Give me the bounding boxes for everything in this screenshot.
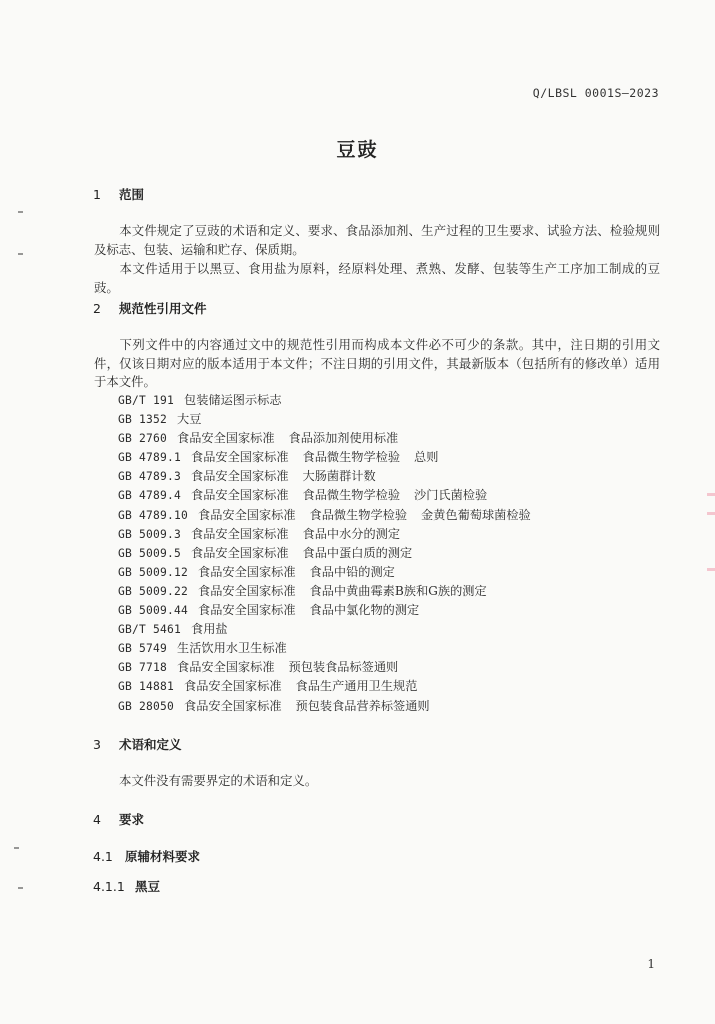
section-2-heading <box>93 299 207 317</box>
reference-code: GB 5009.5 <box>118 546 182 560</box>
section-4-heading <box>93 810 144 828</box>
reference-title-part: 食品安全国家标准 <box>191 526 289 541</box>
reference-title-part: 食品安全国家标准 <box>191 545 289 560</box>
reference-title-part: 预包装食品标签通则 <box>288 660 399 675</box>
scan-mark <box>18 211 23 213</box>
scope-paragraph-1 <box>94 222 660 259</box>
section-number: 4 <box>93 812 101 827</box>
reference-title-part: 食品生产通用卫生规范 <box>295 679 418 694</box>
scope-paragraph-2 <box>94 260 660 297</box>
reference-title-part: 食品中氯化物的测定 <box>309 603 420 618</box>
reference-code: GB 14881 <box>118 680 175 694</box>
reference-title-part: 食品微生物学检验 <box>302 450 401 465</box>
reference-item <box>118 391 531 410</box>
reference-title-part: 食品安全国家标准 <box>198 507 296 522</box>
reference-item <box>118 639 531 658</box>
reference-title-part: 食品安全国家标准 <box>177 431 275 446</box>
section-number: 2 <box>93 301 101 316</box>
reference-title-part: 食用盐 <box>191 622 228 637</box>
section-number: 3 <box>93 737 101 752</box>
section-number: 4.1.1 <box>93 879 125 894</box>
reference-title-part: 食品中黄曲霉素B族和G族的测定 <box>309 583 487 598</box>
reference-code: GB 1352 <box>118 413 168 427</box>
references-intro-paragraph <box>94 336 660 392</box>
reference-title-part: 食品安全国家标准 <box>184 698 282 713</box>
section-3-heading <box>93 735 182 753</box>
scan-mark <box>14 847 19 849</box>
section-number: 1 <box>93 187 101 202</box>
reference-code: GB 5009.22 <box>118 584 189 598</box>
reference-title-part: 生活饮用水卫生标准 <box>177 641 287 656</box>
page-number: 1 <box>647 957 655 971</box>
section-1-heading <box>93 185 144 203</box>
reference-title-part: 包装储运图示标志 <box>184 393 282 407</box>
scan-edge-mark <box>707 512 715 515</box>
paragraph-text: 下列文件中的内容通过文中的规范性引用而构成本文件必不可少的条款。其中，注日期的引用文件，仅该日期对应的版本适用于本文件；不注日期的引用文件，其最新版本（包括所有的修改单）适用于本文件。 <box>94 337 660 389</box>
reference-title-part: 食品安全国家标准 <box>184 679 282 694</box>
reference-code: GB 2760 <box>118 432 168 446</box>
reference-code: GB 5749 <box>118 642 168 656</box>
paragraph-text: 本文件规定了豆豉的术语和定义、要求、食品添加剂、生产过程的卫生要求、试验方法、检验规则及标志、包装、运输和贮存、保质期。 <box>94 223 660 257</box>
reference-item <box>118 563 531 582</box>
reference-item <box>118 697 531 716</box>
section-4-1-heading <box>93 847 200 865</box>
reference-item <box>118 582 531 601</box>
reference-code: GB 4789.10 <box>118 508 189 522</box>
document-code: Q/LBSL 0001S—2023 <box>532 86 659 100</box>
reference-title-part: 大豆 <box>177 412 202 427</box>
reference-title-part: 食品安全国家标准 <box>198 564 296 579</box>
reference-code: GB 28050 <box>118 699 175 713</box>
reference-title-part: 大肠菌群计数 <box>302 469 376 484</box>
reference-code: GB 7718 <box>118 661 168 675</box>
reference-item <box>118 658 531 677</box>
reference-title-part: 总则 <box>414 450 439 465</box>
reference-code: GB 4789.4 <box>118 489 182 503</box>
reference-title-part: 食品微生物学检验 <box>309 507 408 522</box>
section-title: 规范性引用文件 <box>119 301 207 316</box>
reference-item <box>118 410 531 429</box>
references-list <box>118 391 531 716</box>
reference-item <box>118 601 531 620</box>
reference-item <box>118 486 531 505</box>
reference-title-part: 沙门氏菌检验 <box>414 488 488 503</box>
section-4-1-1-heading <box>93 877 160 895</box>
reference-title-part: 食品安全国家标准 <box>191 469 289 484</box>
section-title: 黑豆 <box>135 879 161 894</box>
reference-title-part: 预包装食品营养标签通则 <box>295 698 430 713</box>
reference-item <box>118 544 531 563</box>
reference-title-part: 金黄色葡萄球菌检验 <box>421 507 531 522</box>
reference-code: GB/T 191 <box>118 394 175 407</box>
reference-code: GB 4789.3 <box>118 470 182 484</box>
reference-code: GB 5009.3 <box>118 527 182 541</box>
reference-title-part: 食品安全国家标准 <box>177 660 275 675</box>
reference-item <box>118 525 531 544</box>
reference-code: GB 4789.1 <box>118 451 182 465</box>
scan-mark <box>18 887 23 889</box>
reference-title-part: 食品安全国家标准 <box>191 488 289 503</box>
scan-mark <box>18 253 23 255</box>
reference-code: GB 5009.12 <box>118 565 189 579</box>
section-title: 要求 <box>119 812 145 827</box>
section-number: 4.1 <box>93 849 113 864</box>
reference-item <box>118 506 531 525</box>
reference-title-part: 食品中铅的测定 <box>309 564 395 579</box>
reference-item <box>118 677 531 696</box>
reference-title-part: 食品中蛋白质的测定 <box>302 545 413 560</box>
document-title: 豆豉 <box>336 139 379 161</box>
reference-item <box>118 620 531 639</box>
reference-title-part: 食品微生物学检验 <box>302 488 401 503</box>
section-title: 术语和定义 <box>119 737 182 752</box>
reference-code: GB 5009.44 <box>118 604 189 618</box>
scan-edge-mark <box>707 568 715 571</box>
reference-item <box>118 448 531 467</box>
paragraph-text: 本文件没有需要界定的术语和定义。 <box>119 773 318 788</box>
reference-item <box>118 429 531 448</box>
reference-title-part: 食品添加剂使用标准 <box>288 431 399 446</box>
paragraph-text: 本文件适用于以黑豆、食用盐为原料，经原料处理、煮熟、发酵、包装等生产工序加工制成的豆豉。 <box>94 261 660 295</box>
reference-item <box>118 467 531 486</box>
reference-title-part: 食品安全国家标准 <box>191 450 289 465</box>
reference-code: GB/T 5461 <box>118 623 182 637</box>
reference-title-part: 食品安全国家标准 <box>198 583 296 598</box>
reference-title-part: 食品安全国家标准 <box>198 603 296 618</box>
reference-title-part: 食品中水分的测定 <box>302 526 401 541</box>
section-title: 原辅材料要求 <box>125 849 201 864</box>
section-title: 范围 <box>119 187 145 202</box>
terms-paragraph <box>94 772 660 791</box>
scan-edge-mark <box>707 493 715 496</box>
